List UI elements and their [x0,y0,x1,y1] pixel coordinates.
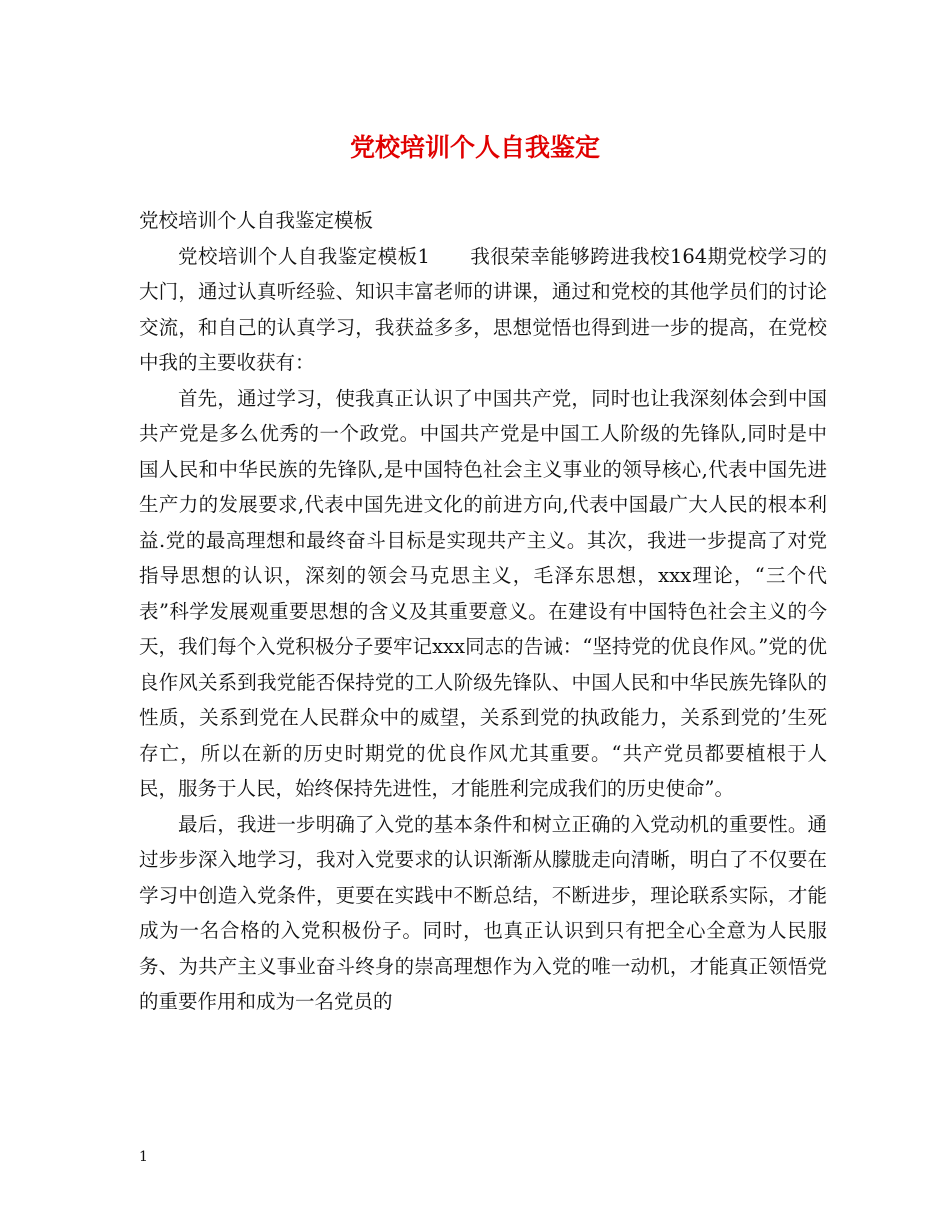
first-point-paragraph: 首先，通过学习，使我真正认识了中国共产党，同时也让我深刻体会到中国共产党是多么优秀的一个政党。中国共产党是中国工人阶级的先锋队,同时是中国人民和中华民族的先锋队,是中国特色社会主义事业的领导核心,代表中国先进生产力的发展要求,代表中国先进文化的前进方向,代表中国最广大人民的根本利益.党的最高理想和最终奋斗目标是实现共产主义。其次，我进一步提高了对党指导思想的认识，深刻的领会马克思主义，毛泽东思想，xxx理论，“三个代表”科学发展观重要思想的含义及其重要意义。在建设有中国特色社会主义的今天，我们每个入党积极分子要牢记xxx同志的告诫：“坚持党的优良作风。”党的优良作风关系到我党能否保持党的工人阶级先锋队、中国人民和中华民族先锋队的性质，关系到党在人民群众中的威望，关系到党的执政能力，关系到党的’生死存亡，所以在新的历史时期党的优良作风尤其重要。“共产党员都要植根于人民，服务于人民，始终保持先进性，才能胜利完成我们的历史使命”。 [139,386,827,800]
document-body [139,203,827,1020]
subtitle-paragraph: 党校培训个人自我鉴定模板 [139,209,374,232]
document-title: 党校培训个人自我鉴定 [349,133,600,162]
page-number: 1 [139,1149,148,1165]
intro-paragraph: 党校培训个人自我鉴定模板1 我很荣幸能够跨进我校164期党校学习的大门，通过认真听经验、知识丰富老师的讲课，通过和党校的其他学员们的讨论交流，和自己的认真学习，我获益多多，思想觉悟也得到进一步的提高，在党校中我的主要收获有： [139,244,827,374]
last-point-paragraph: 最后，我进一步明确了入党的基本条件和树立正确的入党动机的重要性。通过步步深入地学习，我对入党要求的认识渐渐从朦胧走向清晰，明白了不仅要在学习中创造入党条件，更要在实践中不断总结，不断进步，理论联系实际，才能成为一名合格的入党积极份子。同时，也真正认识到只有把全心全意为人民服务、为共产主义事业奋斗终身的崇高理想作为入党的唯一动机，才能真正领悟党的重要作用和成为一名党员的 [139,812,827,1013]
